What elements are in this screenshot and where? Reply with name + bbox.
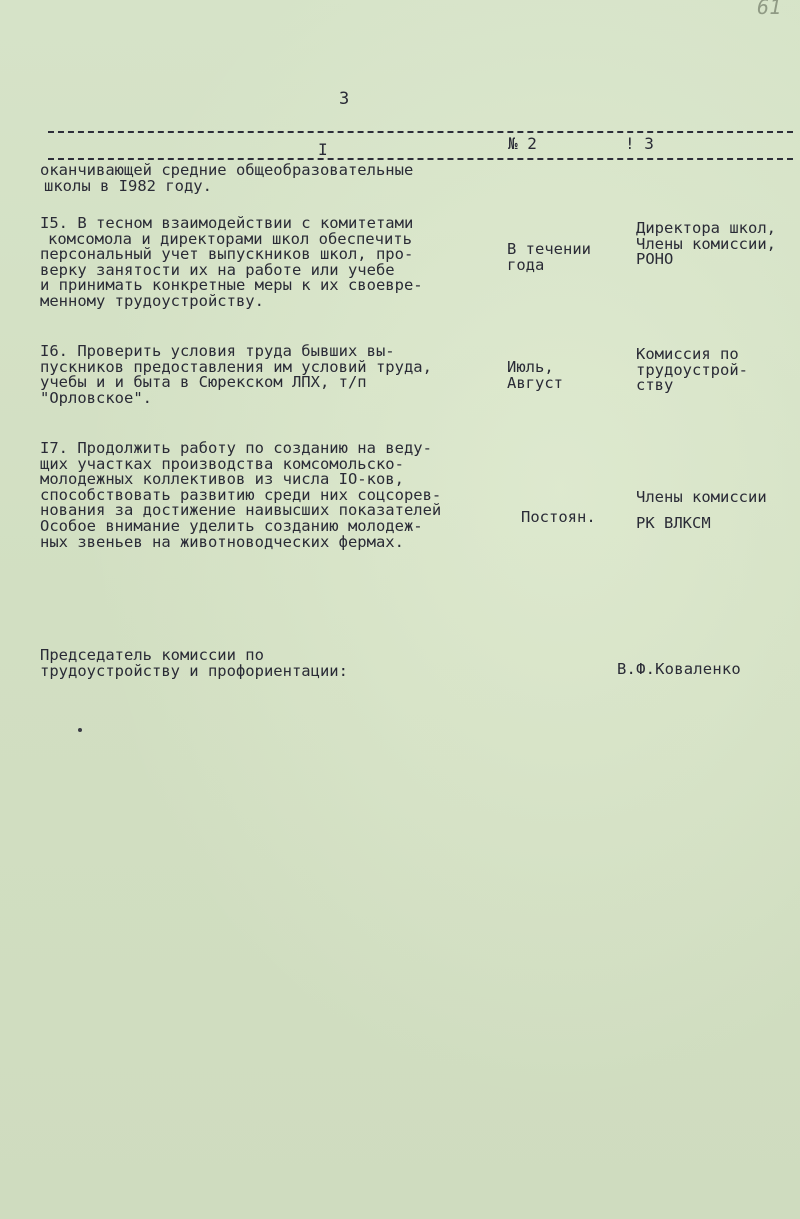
plan-item-17-text [40, 441, 441, 550]
archive-page-number: 61 [757, 0, 782, 19]
header-rule-bottom [48, 158, 793, 160]
text-line: щих участках производства комсомольско- [40, 454, 404, 473]
plan-item-15-term [507, 242, 591, 273]
text-line: Комиссия по [636, 345, 739, 363]
header-col1: I [318, 140, 328, 159]
text-line: комсомола и директорами школ обеспечить [48, 229, 412, 248]
text-line: Август [507, 373, 563, 392]
text-line: способствовать развитию среди них соцсорев- [40, 485, 442, 504]
text-line: ству [636, 376, 674, 395]
text-line: пускников предоставления им условий труда, [40, 357, 432, 376]
text-line: школы в I982 году. [44, 176, 212, 195]
text-line: Председатель комиссии по [40, 646, 264, 664]
text-line: РОНО [636, 250, 674, 269]
text-line: Члены комиссии, [636, 234, 776, 253]
text-line: нования за достижение наивысших показателей [40, 501, 442, 520]
plan-item-16-term [507, 360, 563, 391]
text-line: РК ВЛКСМ [636, 513, 711, 532]
signature-title [40, 648, 348, 679]
text-line: учебы и и быта в Сюрекском ЛПХ, т/п [40, 373, 367, 392]
text-line: Директора школ, [636, 219, 776, 237]
text-line: трудоустройству и профориентации: [40, 661, 348, 680]
ink-speck [78, 728, 82, 732]
continuation-text [40, 163, 413, 194]
text-line: Члены комиссии [636, 488, 767, 506]
text-line: верку занятости их на работе или учебе [40, 260, 395, 279]
text-line: В течении [507, 240, 591, 258]
text-line: Постоян. [521, 508, 596, 526]
text-line: I5. В тесном взаимодействии с комитетами [40, 214, 414, 232]
text-line: I6. Проверить условия труда бывших вы- [40, 342, 395, 360]
header-rule-top [48, 131, 793, 133]
text-line: персональный учет выпускников школ, про- [40, 245, 414, 264]
text-line: оканчивающей средние общеобразовательные [40, 161, 414, 179]
text-line: ных звеньев на животноводческих фермах. [40, 532, 404, 551]
plan-item-16-text [40, 344, 432, 406]
text-line: Июль, [507, 358, 554, 376]
text-line: I7. Продолжить работу по созданию на веду- [40, 439, 432, 457]
text-line: и принимать конкретные меры к их своевре- [40, 276, 423, 295]
header-col3: ! 3 [625, 134, 654, 153]
page-number: 3 [339, 89, 350, 109]
text-line: "Орловское". [40, 388, 152, 407]
plan-item-15-responsible [636, 221, 776, 268]
plan-item-15-text [40, 216, 423, 310]
plan-item-16-responsible [636, 347, 748, 394]
text-line: менному трудоустройству. [40, 291, 264, 310]
plan-item-17-term [521, 510, 596, 526]
text-line: Особое внимание уделить созданию молодеж- [40, 516, 423, 535]
text-line: трудоустрой- [636, 360, 748, 379]
signature-name: В.Ф.Коваленко [617, 660, 741, 678]
text-line: года [507, 255, 545, 274]
header-col2: № 2 [508, 134, 537, 153]
text-line: молодежных коллективов из числа IO-ков, [40, 470, 404, 489]
plan-item-17-responsible [636, 490, 767, 531]
